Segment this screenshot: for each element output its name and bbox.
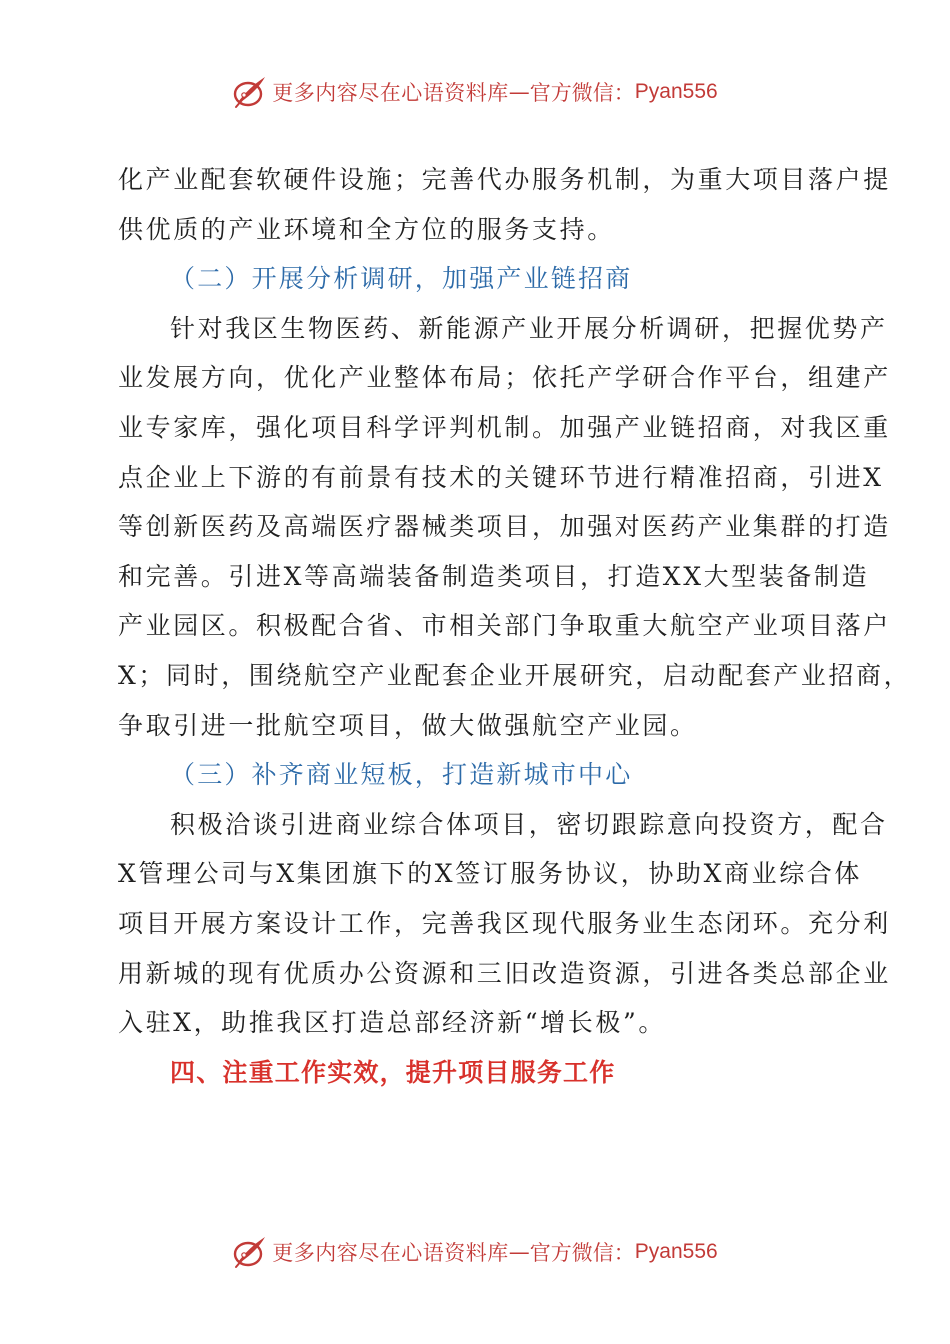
text-line: X管理公司与X集团旗下的X签订服务协议，协助X商业综合体 bbox=[118, 859, 862, 889]
banner-separator: — bbox=[508, 1240, 530, 1264]
text-line: 争取引进一批航空项目，做大做强航空产业园。 bbox=[118, 710, 698, 740]
text-line: 针对我区生物医药、新能源产业开展分析调研，把握优势产 bbox=[170, 313, 888, 343]
text-line: 和完善。引进X等高端装备制造类项目，打造XX大型装备制造 bbox=[118, 561, 870, 591]
text-line: 用新城的现有优质办公资源和三旧改造资源，引进各类总部企业 bbox=[118, 958, 891, 988]
footer-banner bbox=[0, 1230, 950, 1274]
text-line: 等创新医药及高端医疗器械类项目，加强对医药产业集群的打造 bbox=[118, 512, 891, 542]
banner-wechat-label: 官方微信： bbox=[529, 81, 635, 105]
text-line: 点企业上下游的有前景有技术的关键环节进行精准招商，引进X bbox=[118, 462, 884, 492]
header-banner bbox=[0, 70, 950, 114]
text-line: 项目开展方案设计工作，完善我区现代服务业生态闭环。充分利 bbox=[118, 908, 891, 938]
banner-separator: — bbox=[508, 80, 530, 104]
banner-wechat-label: 官方微信： bbox=[529, 1241, 635, 1265]
text-line: 入驻X，助推我区打造总部经济新“增长极”。 bbox=[118, 1008, 666, 1038]
banner-text: 更多内容尽在心语资料库 bbox=[272, 81, 509, 105]
text-line: 积极洽谈引进商业综合体项目，密切跟踪意向投资方，配合 bbox=[170, 809, 888, 839]
text-line: X；同时，围绕航空产业配套企业开展研究，启动配套产业招商， bbox=[118, 660, 912, 690]
main-heading-4: 四、注重工作实效，提升项目服务工作 bbox=[170, 1057, 616, 1087]
text-line: 供优质的产业环境和全方位的服务支持。 bbox=[118, 214, 615, 244]
section-heading-2: （二）开展分析调研，加强产业链招商 bbox=[170, 264, 633, 294]
banner-text: 更多内容尽在心语资料库 bbox=[272, 1241, 509, 1265]
quill-pen-logo-icon bbox=[232, 1234, 268, 1270]
text-line: 化产业配套软硬件设施；完善代办服务机制，为重大项目落户提 bbox=[118, 165, 891, 194]
text-line: 业发展方向，优化产业整体布局；依托产学研合作平台，组建产 bbox=[118, 363, 891, 393]
text-line: 业专家库，强化项目科学评判机制。加强产业链招商，对我区重 bbox=[118, 412, 891, 442]
section-heading-3: （三）补齐商业短板，打造新城市中心 bbox=[170, 760, 633, 790]
banner-wechat-id: Pyan556 bbox=[634, 1240, 718, 1263]
quill-pen-logo-icon bbox=[232, 74, 268, 110]
banner-wechat-id: Pyan556 bbox=[634, 80, 718, 103]
document-body bbox=[118, 155, 912, 1097]
text-line: 产业园区。积极配合省、市相关部门争取重大航空产业项目落户 bbox=[118, 611, 891, 641]
